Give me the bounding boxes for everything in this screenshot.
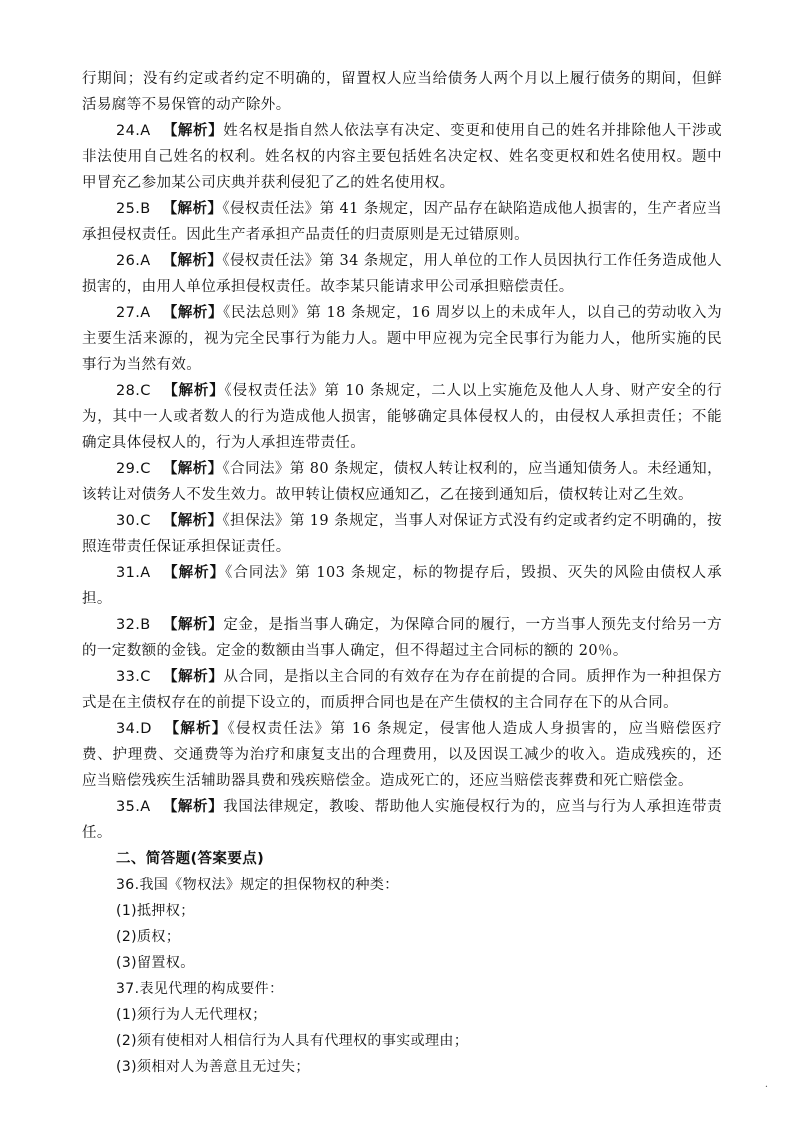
answer-number: 29.C [116, 461, 151, 477]
analysis-tag: 【解析】 [162, 253, 223, 269]
answer-28 [82, 378, 722, 456]
analysis-tag: 【解析】 [162, 383, 225, 399]
answer-33 [82, 664, 722, 716]
answer-text: 《合同法》第 80 条规定，债权人转让权利的，应当通知债务人。未经通知，该转让对债务人不发生效力。故甲转让债权应通知乙，乙在接到通知后，债权转让对乙生效。 [82, 461, 722, 503]
q37-point-1: (1)须行为人无代理权； [116, 1007, 267, 1023]
answer-page [82, 66, 722, 1080]
answer-number: 25.B [116, 201, 151, 217]
answer-24 [82, 118, 722, 196]
answer-text: 《侵权责任法》第 10 条规定，二人以上实施危及他人人身、财产安全的行为，其中一人或者数人的行为造成他人损害，能够确定具体侵权人的，由侵权人承担责任；不能确定具体侵权人的，行为人承担连带责任。 [82, 383, 722, 451]
q36-point-2: (2)质权； [116, 929, 181, 945]
analysis-tag: 【解析】 [162, 513, 223, 529]
answer-25 [82, 196, 722, 248]
question-37: 37.表见代理的构成要件： [116, 981, 284, 997]
answer-number: 27.A [116, 305, 151, 321]
analysis-tag: 【解析】 [162, 305, 224, 321]
section-heading: 二、简答题(答案要点) [116, 851, 265, 867]
analysis-tag: 【解析】 [162, 123, 224, 139]
analysis-tag: 【解析】 [162, 799, 224, 815]
answer-text: 《担保法》第 19 条规定，当事人对保证方式没有约定或者约定不明确的，按照连带责任保证承担保证责任。 [82, 513, 722, 555]
margin-mark: · [764, 1082, 768, 1093]
intro-continuation: 行期间；没有约定或者约定不明确的，留置权人应当给债务人两个月以上履行债务的期间，但鲜活易腐等不易保管的动产除外。 [82, 71, 722, 113]
answer-number: 26.A [116, 253, 151, 269]
answer-31 [82, 560, 722, 612]
answer-text: 《侵权责任法》第 41 条规定，因产品存在缺陷造成他人损害的，生产者应当承担侵权责任。因此生产者承担产品责任的归责原则是无过错原则。 [82, 201, 722, 243]
question-36: 36.我国《物权法》规定的担保物权的种类： [116, 877, 399, 893]
answer-27 [82, 300, 722, 378]
answer-text: 姓名权是指自然人依法享有决定、变更和使用自己的姓名并排除他人干涉或非法使用自己姓名的权利。姓名权的内容主要包括姓名决定权、姓名变更权和姓名使用权。题中甲冒充乙参加某公司庆典并获利侵犯了乙的姓名使用权。 [82, 123, 722, 191]
answer-text: 从合同，是指以主合同的有效存在为存在前提的合同。质押作为一种担保方式是在主债权存在的前提下设立的，而质押合同也是在产生债权的主合同存在下的从合同。 [82, 669, 722, 711]
answer-number: 34.D [116, 721, 152, 737]
analysis-tag: 【解析】 [163, 721, 228, 737]
answer-29 [82, 456, 722, 508]
analysis-tag: 【解析】 [162, 565, 226, 581]
answer-number: 28.C [116, 383, 151, 399]
q36-point-3: (3)留置权。 [116, 955, 195, 971]
analysis-tag: 【解析】 [162, 461, 223, 477]
answer-number: 35.A [116, 799, 151, 815]
answer-30 [82, 508, 722, 560]
analysis-tag: 【解析】 [162, 669, 224, 685]
answer-number: 32.B [116, 617, 151, 633]
answer-number: 24.A [116, 123, 151, 139]
answer-35 [82, 794, 722, 846]
answer-text: 《合同法》第 103 条规定，标的物提存后，毁损、灭失的风险由债权人承担。 [82, 565, 722, 607]
answer-26 [82, 248, 722, 300]
q37-point-3: (3)须相对人为善意且无过失； [116, 1059, 310, 1075]
q36-point-1: (1)抵押权； [116, 903, 195, 919]
analysis-tag: 【解析】 [162, 617, 224, 633]
answer-text: 定金，是指当事人确定，为保障合同的履行，一方当事人预先支付给另一方的一定数额的金钱。定金的数额由当事人确定，但不得超过主合同标的额的 20％。 [82, 617, 722, 659]
answer-number: 33.C [116, 669, 151, 685]
answer-text: 《侵权责任法》第 16 条规定，侵害他人造成人身损害的，应当赔偿医疗费、护理费、交通费等为治疗和康复支出的合理费用，以及因误工减少的收入。造成残疾的，还应当赔偿残疾生活辅助器具费和残疾赔偿金。造成死亡的，还应当赔偿丧葬费和死亡赔偿金。 [82, 721, 722, 789]
answer-text: 《民法总则》第 18 条规定，16 周岁以上的未成年人，以自己的劳动收入为主要生活来源的，视为完全民事行为能力人。题中甲应视为完全民事行为能力人，他所实施的民事行为当然有效。 [82, 305, 722, 373]
answer-number: 31.A [116, 565, 151, 581]
analysis-tag: 【解析】 [162, 201, 223, 217]
answer-text: 《侵权责任法》第 34 条规定，用人单位的工作人员因执行工作任务造成他人损害的，由用人单位承担侵权责任。故李某只能请求甲公司承担赔偿责任。 [82, 253, 722, 295]
answer-number: 30.C [116, 513, 151, 529]
q37-point-2: (2)须有使相对人相信行为人具有代理权的事实或理由； [116, 1033, 469, 1049]
answer-text: 我国法律规定，教唆、帮助他人实施侵权行为的，应当与行为人承担连带责任。 [82, 799, 722, 841]
answer-34 [82, 716, 722, 794]
answer-32 [82, 612, 722, 664]
